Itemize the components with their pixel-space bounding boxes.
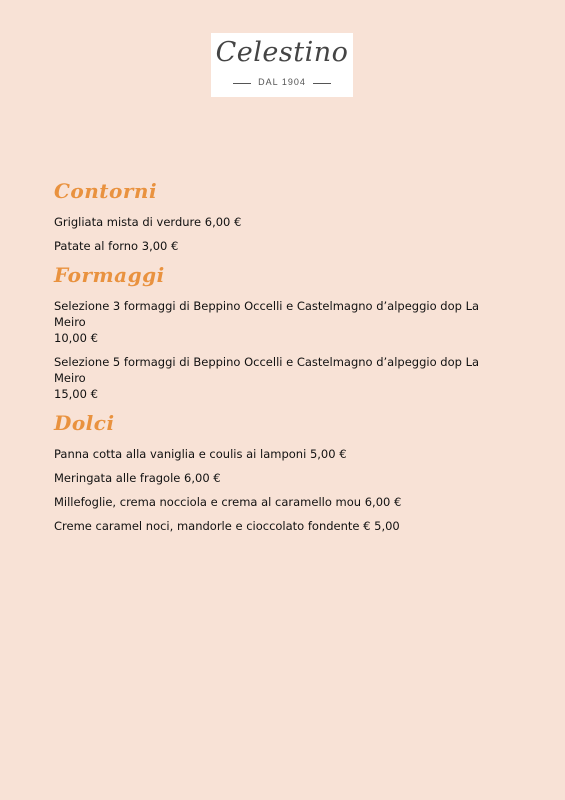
item-price: 6,00 € xyxy=(364,495,402,509)
logo-tagline: DAL 1904 xyxy=(258,77,306,87)
menu-item xyxy=(54,446,514,462)
logo-name: Celestino xyxy=(215,37,349,68)
menu-item xyxy=(54,494,514,510)
item-text: Creme caramel noci, mandorle e cioccolato fondente xyxy=(54,519,360,533)
menu-item xyxy=(54,518,514,534)
menu-item xyxy=(54,214,514,230)
item-price: 3,00 € xyxy=(141,239,179,253)
section-title: Formaggi xyxy=(54,263,165,287)
item-text: Grigliata mista di verdure xyxy=(54,215,202,229)
menu-item xyxy=(54,470,514,486)
restaurant-logo xyxy=(211,33,353,97)
item-text: Meringata alle fragole xyxy=(54,471,181,485)
menu-item xyxy=(54,238,514,254)
item-text: Selezione 3 formaggi di Beppino Occelli e Castelmagno d’alpeggio dop La Meiro xyxy=(54,299,480,329)
section-title: Dolci xyxy=(54,411,115,435)
item-text: Patate al forno xyxy=(54,239,139,253)
item-price: 6,00 € xyxy=(204,215,242,229)
item-text: Millefoglie, crema nocciola e crema al caramello mou xyxy=(54,495,362,509)
item-text: Selezione 5 formaggi di Beppino Occelli e Castelmagno d’alpeggio dop La Meiro xyxy=(54,355,480,385)
section-formaggi xyxy=(54,262,514,402)
item-text: Panna cotta alla vaniglia e coulis ai lamponi xyxy=(54,447,307,461)
menu-content xyxy=(54,178,514,542)
item-price: € 5,00 xyxy=(363,519,400,533)
item-price: 15,00 € xyxy=(54,387,98,401)
logo-rule-right xyxy=(313,83,331,84)
section-title: Contorni xyxy=(54,179,158,203)
item-price: 10,00 € xyxy=(54,331,98,345)
section-contorni xyxy=(54,178,514,254)
section-dolci xyxy=(54,410,514,534)
item-price: 6,00 € xyxy=(184,471,221,485)
menu-item xyxy=(54,354,514,402)
item-price: 5,00 € xyxy=(309,447,347,461)
menu-item xyxy=(54,298,514,346)
